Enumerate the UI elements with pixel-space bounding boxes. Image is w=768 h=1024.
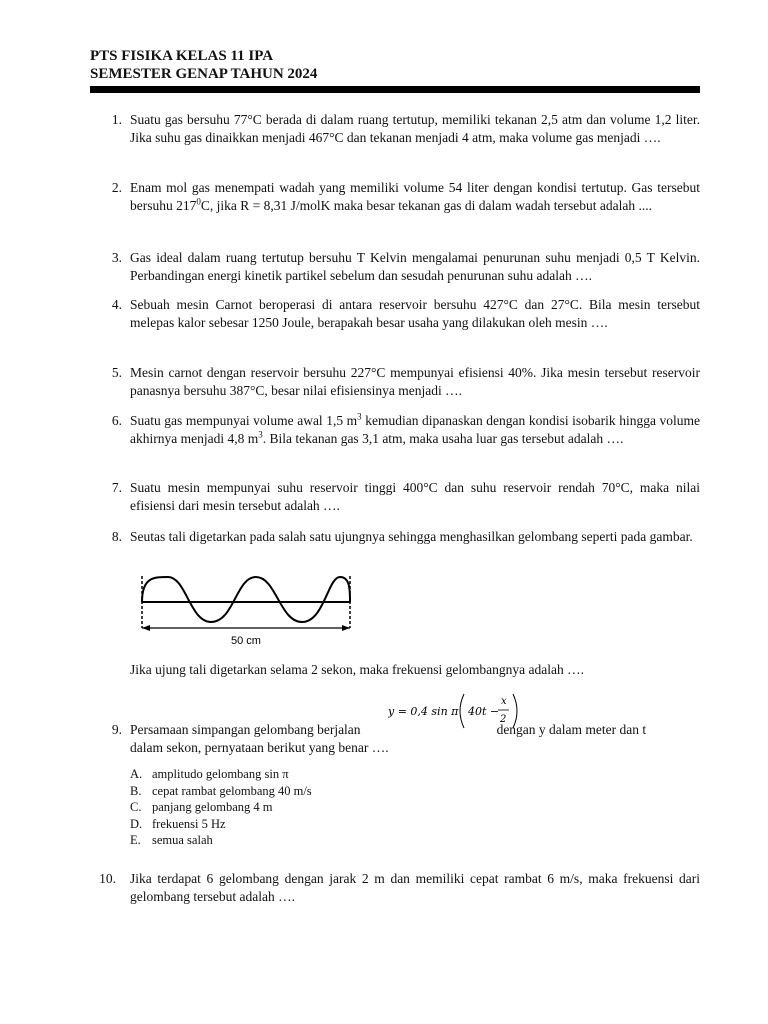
equation-inner: 40t −: [468, 705, 500, 718]
question-text: Suatu mesin mempunyai suhu reservoir tinggi 400°C dan suhu reservoir rendah 70°C, maka nilai efisiensi dari mesin tersebut adalah ….: [130, 480, 700, 513]
question-number: 10.: [99, 871, 116, 886]
question-number: 2.: [111, 180, 122, 195]
question-text: Jika terdapat 6 gelombang dengan jarak 2 m dan memiliki cepat rambat 6 m/s, maka frekuensi dari gelombang tersebut adalah ….: [130, 871, 700, 904]
arrow-right-icon: [342, 625, 350, 631]
exam-semester: SEMESTER GENAP TAHUN 2024: [90, 66, 318, 82]
question-9: [98, 721, 700, 756]
equation-lhs: y = 0,4 sin π: [388, 705, 459, 718]
question-number: 9.: [111, 722, 122, 737]
wave-curve: [142, 577, 350, 622]
question-4: [98, 296, 700, 331]
question-10: [98, 870, 700, 905]
question-8: [98, 528, 700, 546]
option-d: D. frekuensi 5 Hz: [130, 816, 226, 831]
exam-title: PTS FISIKA KELAS 11 IPA: [90, 48, 274, 64]
question-text: Sebuah mesin Carnot beroperasi di antara reservoir bersuhu 427°C dan 27°C. Bila mesin tersebut melepas kalor sebesar 1250 Joule, berapakah besar usaha yang dilakukan oleh mesin ….: [130, 297, 700, 330]
question-number: 3.: [111, 250, 122, 265]
option-b: B. cepat rambat gelombang 40 m/s: [130, 783, 312, 798]
question-8-followup: [98, 661, 700, 679]
question-number: 8.: [111, 529, 122, 544]
header-rule: [90, 86, 700, 93]
option-e: E. semua salah: [130, 833, 213, 847]
question-number: 5.: [111, 365, 122, 380]
equation-denominator: 2: [500, 714, 507, 725]
answer-options: [130, 766, 312, 849]
question-number: 6.: [111, 413, 122, 428]
wave-figure: [124, 572, 364, 650]
question-number: 1.: [111, 112, 122, 127]
arrow-left-icon: [142, 625, 150, 631]
wave-diagram: [124, 572, 364, 650]
question-5: [98, 364, 700, 399]
length-label: 50 cm: [231, 635, 261, 647]
question-text: Seutas tali digetarkan pada salah satu ujungnya sehingga menghasilkan gelombang seperti pada gambar.: [130, 529, 693, 544]
question-7: [98, 479, 700, 514]
option-a: A. amplitudo gelombang sin π: [130, 767, 289, 781]
question-text: Mesin carnot dengan reservoir bersuhu 227°C mempunyai efisiensi 40%. Jika mesin tersebut reservoir panasnya bersuhu 387°C, besar nilai efisiensinya menjadi ….: [130, 365, 700, 398]
equation-numerator: x: [501, 696, 507, 707]
question-number: 4.: [111, 297, 122, 312]
question-text: Suatu gas mempunyai volume awal 1,5 $m^3$ kemudian dipanaskan dengan kondisi isobarik hingga volume akhirnya menjadi 4,8 $m^3$. Bila tekanan gas 3,1 atm, maka usaha luar gas tersebut adalah ….: [130, 411, 700, 446]
question-6: [98, 412, 700, 447]
question-text: Suatu gas bersuhu 77°C berada di dalam ruang tertutup, memiliki tekanan 2,5 atm dan volume 1,2 liter. Jika suhu gas dinaikkan menjadi 467°C dan tekanan menjadi 4 atm, maka volume gas menjadi ….: [130, 112, 700, 145]
question-3: [98, 249, 700, 284]
question-text: Gas ideal dalam ruang tertutup bersuhu T Kelvin mengalamai penurunan suhu menjadi 0,5 T Kelvin. Perbandingan energi kinetik partikel sebelum dan sesudah penurunan suhu adalah ….: [130, 250, 700, 283]
question-text: Persamaan simpangan gelombang berjalan dengan y dalam meter dan t dalam sekon, pernyataan berikut yang benar ….: [130, 722, 647, 755]
option-c: C. panjang gelombang 4 m: [130, 800, 273, 814]
question-2: [98, 179, 700, 214]
exam-header: [90, 47, 700, 83]
question-followup-text: Jika ujung tali digetarkan selama 2 sekon, maka frekuensi gelombangnya adalah ….: [130, 662, 584, 677]
question-number: 7.: [111, 480, 122, 495]
question-1: [98, 111, 700, 146]
question-text: Enam mol gas menempati wadah yang memiliki volume 54 liter dengan kondisi tertutup. Gas tersebut bersuhu $217^0C$, jika R = 8,31 J/molK maka besar tekanan gas di dalam wadah tersebut adalah ....: [130, 180, 700, 213]
